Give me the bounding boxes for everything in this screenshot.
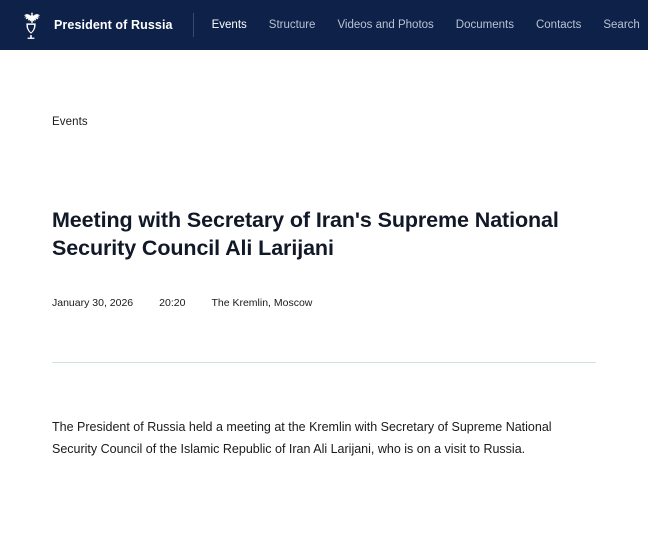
section-divider [52,362,596,363]
russian-double-headed-eagle-emblem-icon [18,10,44,40]
article-lead-paragraph: The President of Russia held a meeting at the Kremlin with Secretary of Supreme National Security Council of the Islamic Republic of Iran Ali Larijani, who is on a visit to Russia. [52,420,552,457]
main-navigation [212,19,640,31]
header-divider [193,13,194,37]
nav-item-documents[interactable]: Documents [455,19,514,31]
nav-item-search[interactable]: Search [603,19,640,31]
article-meta [52,263,596,309]
breadcrumb[interactable]: Events [52,116,88,128]
nav-item-structure[interactable]: Structure [268,19,316,31]
nav-item-contacts[interactable]: Contacts [535,19,582,31]
article-location: The Kremlin, Moscow [211,296,313,309]
nav-item-events[interactable]: Events [211,19,247,31]
page-content [0,50,648,461]
site-brand[interactable]: President of Russia [54,18,173,32]
nav-item-videos-and-photos[interactable]: Videos and Photos [337,19,434,31]
article-date: January 30, 2026 [52,296,134,309]
page-title: Meeting with Secretary of Iran's Supreme National Security Council Ali Larijani [52,208,559,261]
article-time: 20:20 [159,296,186,309]
site-header [0,0,648,50]
